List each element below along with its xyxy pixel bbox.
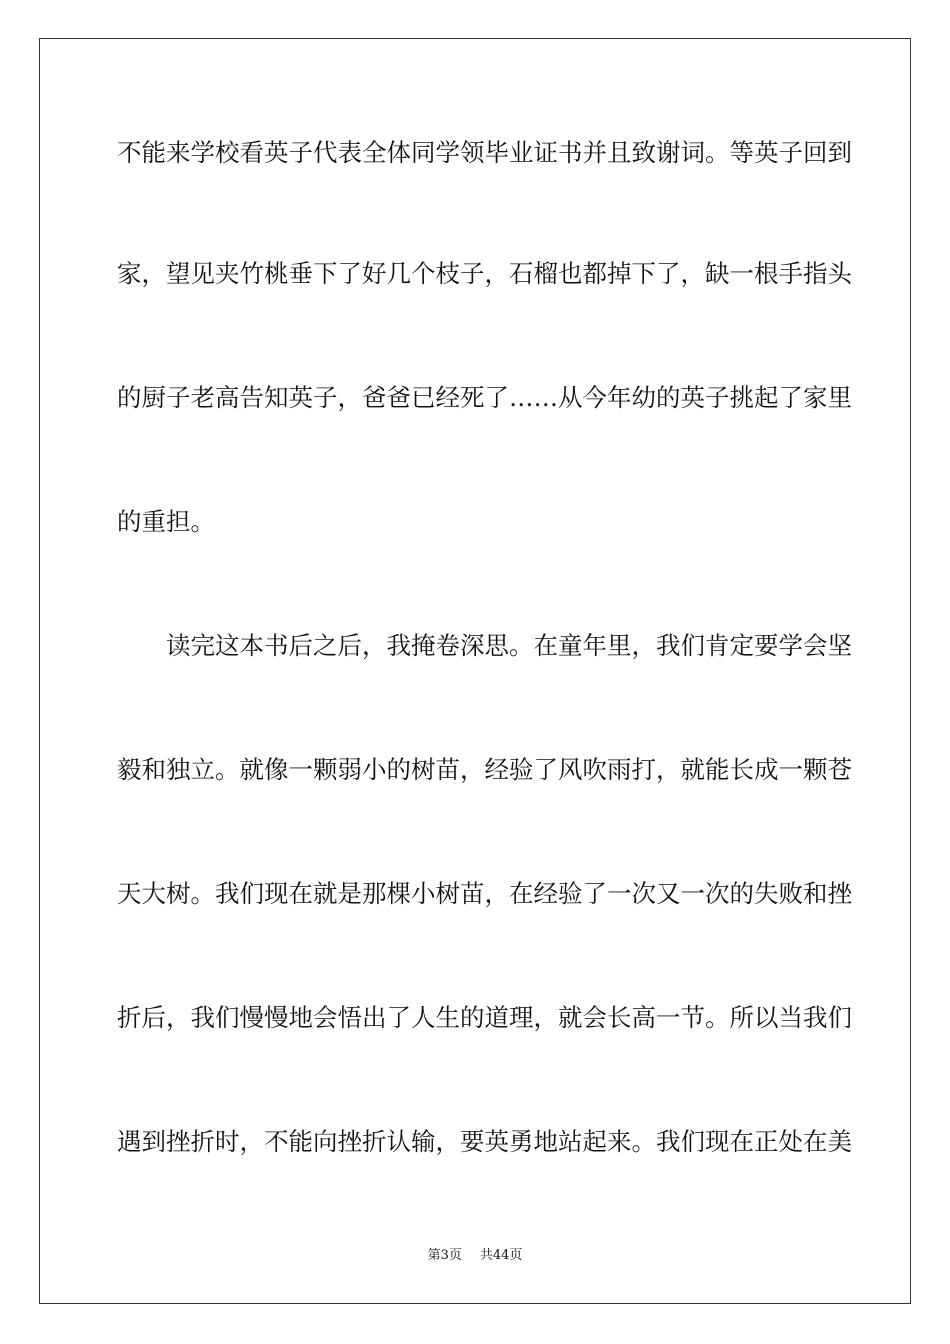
paragraph-line: 遇到挫折时，不能向挫折认输，要英勇地站起来。我们现在正处在美 xyxy=(117,1127,852,1156)
paragraph-line: 的厨子老高告知英子，爸爸已经死了……从今年幼的英子挑起了家里 xyxy=(117,383,852,412)
page-number: 第3页 xyxy=(427,1248,462,1263)
paragraph-line: 的重担。 xyxy=(117,507,215,536)
page-footer xyxy=(0,1247,950,1265)
paragraph-line: 天大树。我们现在就是那棵小树苗，在经验了一次又一次的失败和挫 xyxy=(117,879,852,908)
paragraph-line: 读完这本书后之后，我掩卷深思。在童年里，我们肯定要学会坚 xyxy=(117,631,852,660)
paragraph-line: 不能来学校看英子代表全体同学领毕业证书并且致谢词。等英子回到 xyxy=(117,138,852,167)
paragraph-line: 家，望见夹竹桃垂下了好几个枝子，石榴也都掉下了，缺一根手指头 xyxy=(117,259,852,288)
paragraph-line: 毅和独立。就像一颗弱小的树苗，经验了风吹雨打，就能长成一颗苍 xyxy=(117,755,852,784)
page-border xyxy=(39,38,911,1304)
page-total: 共44页 xyxy=(479,1248,523,1263)
paragraph-line: 折后，我们慢慢地会悟出了人生的道理，就会长高一节。所以当我们 xyxy=(117,1003,852,1032)
